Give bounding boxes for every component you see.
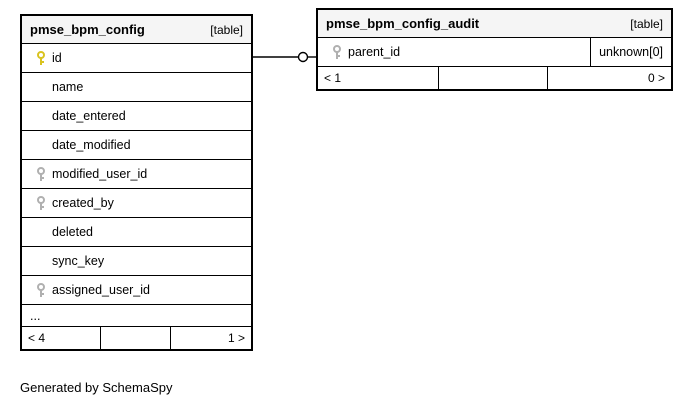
foreign-key-icon	[326, 45, 348, 59]
table-row[interactable]	[22, 44, 251, 73]
table-row[interactable]	[22, 102, 251, 131]
footer-next[interactable]: 0 >	[647, 71, 665, 85]
foreign-key-icon	[30, 283, 52, 297]
table-header	[22, 16, 251, 44]
table-footer	[318, 67, 671, 89]
table-row[interactable]	[22, 131, 251, 160]
table-type-label: [table]	[630, 16, 663, 31]
table-row[interactable]	[22, 73, 251, 102]
foreign-key-icon	[30, 196, 52, 210]
table-pmse-bpm-config-audit[interactable]	[316, 8, 673, 91]
footer-middle	[438, 67, 548, 89]
table-header	[318, 10, 671, 38]
table-title: pmse_bpm_config_audit	[326, 16, 480, 31]
footer-prev[interactable]: < 1	[324, 71, 342, 85]
column-name: assigned_user_id	[52, 283, 150, 297]
footer-next[interactable]: 1 >	[227, 331, 245, 345]
table-pmse-bpm-config[interactable]	[20, 14, 253, 351]
table-row[interactable]	[22, 218, 251, 247]
column-name: date_entered	[52, 109, 126, 123]
table-title: pmse_bpm_config	[30, 22, 145, 37]
table-type-label: [table]	[210, 22, 243, 37]
foreign-key-icon	[30, 167, 52, 181]
diagram-caption: Generated by SchemaSpy	[20, 380, 173, 395]
table-row[interactable]	[22, 189, 251, 218]
column-name: modified_user_id	[52, 167, 148, 181]
table-row[interactable]	[22, 160, 251, 189]
column-name: name	[52, 80, 84, 94]
table-row[interactable]	[318, 38, 671, 67]
footer-prev[interactable]: < 4	[28, 331, 46, 345]
primary-key-icon	[30, 51, 52, 65]
column-name: id	[52, 51, 62, 65]
column-name: date_modified	[52, 138, 131, 152]
more-columns-indicator[interactable]: ...	[22, 305, 251, 327]
column-type: unknown[0]	[590, 38, 671, 66]
table-row[interactable]	[22, 247, 251, 276]
column-name: parent_id	[348, 45, 401, 59]
table-row[interactable]	[22, 276, 251, 305]
column-name: deleted	[52, 225, 94, 239]
table-footer	[22, 327, 251, 349]
column-name: sync_key	[52, 254, 105, 268]
column-name: created_by	[52, 196, 114, 210]
footer-middle	[100, 327, 171, 349]
